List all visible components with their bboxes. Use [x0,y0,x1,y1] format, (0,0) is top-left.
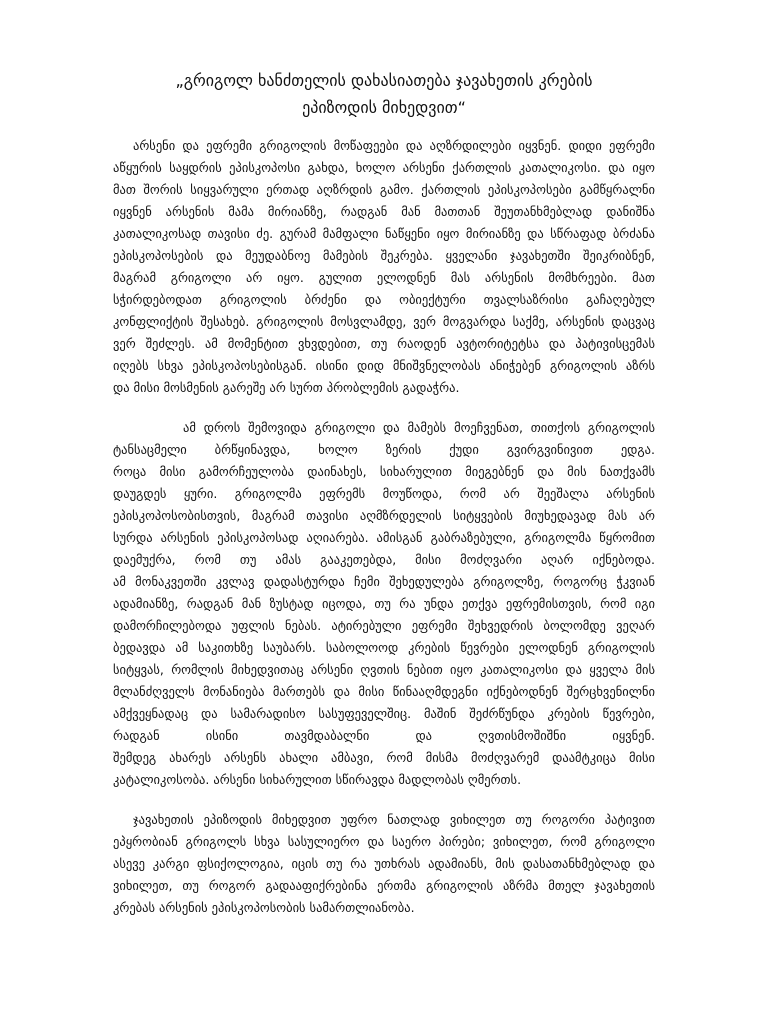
paragraph-line: ბედავდა ამ საკითხზე საუბარს. საბოლოოდ კრების წევრები ელოდნენ გრიგოლის [113,640,655,655]
paragraph-line: კრებას არსენის ეპისკოპოსობის სამართლიანობა. [113,900,415,915]
paragraph-line: იღებს სხვა ეპისკოპოსებისგან. ისინი დიდ მნიშვნელობას ანიჭებენ გრიგოლის აზრს [113,358,655,373]
paragraph-line: არსენი და ეფრემი გრიგოლის მოწაფეები და აღზრდილები იყვნენ. დიდი ეფრემი [133,138,655,153]
paragraph-line: ეპყრობიან გრიგოლს სხვა სასულიერო და საერო პირები; ვიხილეთ, რომ გრიგოლი [113,834,655,849]
paragraph-line: ამ მონაკვეთში კვლავ დადასტურდა ჩემი შეხედულება გრიგოლზე, როგორც ჭკვიან [113,574,655,589]
paragraph-line: კათალიკოსად თავისი ძე. გურამ მამფალი ნაწყენი იყო მირიანზე და სწრაფად ბრძანა [113,226,655,241]
paragraph-line: ადამიანზე, რადგან მან ზუსტად იცოდა, თუ რა უნდა ეთქვა ეფრემისთვის, რომ იგი [113,596,655,611]
title-line: „გრიგოლ ხანძთელის დახასიათება ჯავახეთის კრების [175,71,593,90]
paragraph-line: დამორჩილებოდა უფლის ნებას. ატირებული ეფრემი შეხვედრის ბოლომდე ვეღარ [113,618,655,633]
paragraph-line: სიტყვას, რომლის მიხედვითაც არსენი ღვთის ნებით იყო კათალიკოსი და ყველა მის [113,662,655,677]
paragraph-line: მლანძღველს მონანიება მართებს და მისი წინააღმდეგნი იქნებოდნენ შერცხვენილნი [113,684,655,699]
paragraph-line: ვიხილეთ, თუ როგორ გადააფიქრებინა ერთმა გრიგოლის აზრმა მთელ ჯავახეთის [113,878,655,893]
paragraph-line: და მისი მოსმენის გარეშე არ სურთ პრობლემის გადაჭრა. [113,380,460,395]
paragraph-line: შემდეგ ახარეს არსენს ახალი ამბავი, რომ მისმა მოძღვარემ დაამტკიცა მისი [113,750,655,765]
paragraph-1 [113,135,655,399]
paragraph-line: ვერ შეძლეს. ამ მომენტით ვხვდებით, თუ რაოდენ ავტორიტეტსა და პატივისცემას [113,336,655,351]
paragraph-line: როცა მისი გამორჩეულობა დაინახეს, სიხარულით მიეგებნენ და მის ნათქვამს [113,464,655,479]
paragraph-line: იყვნენ არსენის მამა მირიანზე, რადგან მან მათთან შეუთანხმებლად დანიშნა [113,204,655,219]
paragraph-line: რადგან ისინი თავმდაბალნი და ღვთისმოშიშნი იყვნენ. [113,728,655,743]
paragraph-line: კონფლიქტის შესახებ. გრიგოლის მოსვლამდე, ვერ მოგვარდა საქმე, არსენის დაცვაც [113,314,655,329]
paragraph-line: დაუგდეს ყური. გრიგოლმა ეფრემს მოუწოდა, რომ არ შეეშალა არსენის [113,486,655,501]
paragraph-2 [113,417,655,791]
document-body [113,135,655,937]
paragraph-line: სჭირდებოდათ გრიგოლის ბრძენი და ობიექტური თვალსაზრისი გაჩაღებულ [113,292,655,307]
paragraph-line: ეპისკოპოსობისთვის, მაგრამ თავისი აღმზრდელის სიტყვების მიუხედავად მას არ [113,508,655,523]
paragraph-line: ასევე კარგი ფსიქოლოგია, იცის თუ რა უთხრას ადამიანს, მის დასათანხმებლად და [113,856,655,871]
paragraph-line: დაემუქრა, რომ თუ ამას გააკეთებდა, მისი მოძღვარი აღარ იქნებოდა. [113,552,655,567]
paragraph-3 [113,809,655,919]
paragraph-line: ჯავახეთის ეპიზოდის მიხედვით უფრო ნათლად ვიხილეთ თუ როგორი პატივით [133,812,655,827]
paragraph-line: ამ დროს შემოვიდა გრიგოლი და მამებს მოეჩვენათ, თითქოს გრიგოლის [183,420,655,435]
paragraph-line: ტანსაცმელი ბრწყინავდა, ხოლო ზერის ქუდი გვირგვინივით ედგა. [113,442,655,457]
title-line: ეპიზოდის მიხედვით“ [302,98,466,117]
paragraph-line: მათ შორის სიყვარული ერთად აღზრდის გამო. ქართლის ეპისკოპოსები გამწყრალნი [113,182,655,197]
paragraph-line: მაგრამ გრიგოლი არ იყო. გულით ელოდნენ მას არსენის მომხრეები. მათ [113,270,655,285]
paragraph-line: ამქვეყნადაც და სამარადისო სასუფეველშიც. მაშინ შეძრწუნდა კრების წევრები, [113,706,655,721]
paragraph-line: აწყურის საყდრის ეპისკოპოსი გახდა, ხოლო არსენი ქართლის კათალიკოსი. და იყო [113,160,655,175]
paragraph-line: სურდა არსენის ეპისკოპოსად აღიარება. ამისგან გაბრაზებული, გრიგოლმა წყრომით [113,530,655,545]
paragraph-line: კატალიკოსობა. არსენი სიხარულით სწირავდა მადლობას ღმერთს. [113,772,522,787]
paragraph-line: ეპისკოპოსების და მეუდაბნოე მამების შეკრება. ყველანი ჯავახეთში შეიკრიბნენ, [113,248,655,263]
document-title [84,67,684,121]
